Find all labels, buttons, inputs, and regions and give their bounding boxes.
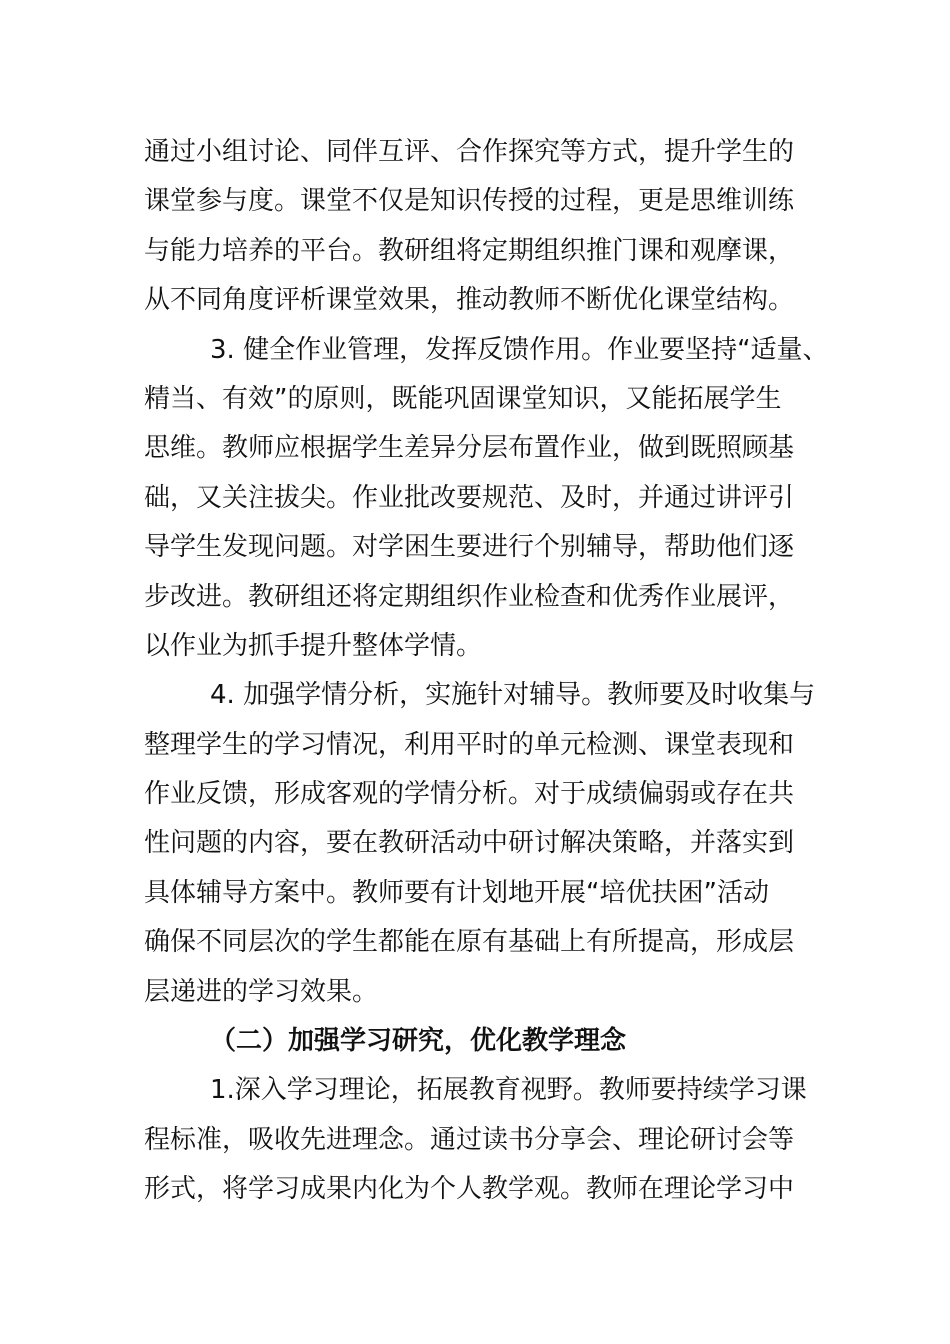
body-line: 精当、有效”的原则，既能巩固课堂知识，又能拓展学生: [144, 383, 782, 414]
body-line: 层递进的学习效果。: [144, 976, 379, 1007]
body-line: 程标准，吸收先进理念。通过读书分享会、理论研讨会等: [144, 1124, 795, 1155]
body-line: 与能力培养的平台。教研组将定期组织推门课和观摩课，: [144, 235, 795, 266]
body-line: 步改进。教研组还将定期组织作业检查和优秀作业展评，: [144, 581, 795, 612]
body-line: 通过小组讨论、同伴互评、合作探究等方式，提升学生的: [144, 137, 795, 167]
body-line: 思维。教师应根据学生差异分层布置作业，做到既照顾基: [144, 433, 795, 464]
body-line: 从不同角度评析课堂效果，推动教师不断优化课堂结构。: [144, 285, 795, 316]
body-line: 性问题的内容，要在教研活动中研讨解决策略，并落实到: [144, 828, 795, 859]
body-line: 课堂参与度。课堂不仅是知识传授的过程，更是思维训练: [144, 186, 795, 217]
section-heading: （二）加强学习研究，优化教学理念: [210, 1026, 627, 1057]
body-line: 导学生发现问题。对学困生要进行个别辅导，帮助他们逐: [144, 532, 795, 563]
body-line: 具体辅导方案中。教师要有计划地开展“培优扶困”活动: [144, 877, 769, 908]
body-line: 整理学生的学习情况，利用平时的单元检测、课堂表现和: [144, 729, 795, 760]
paragraph-1-start: 1.深入学习理论，拓展教育视野。教师要持续学习课: [210, 1075, 807, 1106]
body-line: 作业反馈，形成客观的学情分析。对于成绩偏弱或存在共: [144, 779, 795, 810]
body-line: 形式，将学习成果内化为个人教学观。教师在理论学习中: [144, 1174, 795, 1205]
body-line: 以作业为抓手提升整体学情。: [144, 630, 483, 661]
paragraph-3-start: 3. 健全作业管理，发挥反馈作用。作业要坚持“适量、: [210, 334, 829, 365]
paragraph-4-start: 4. 加强学情分析，实施针对辅导。教师要及时收集与: [210, 680, 816, 711]
body-line: 确保不同层次的学生都能在原有基础上有所提高，形成层: [144, 927, 795, 958]
body-line: 础，又关注拔尖。作业批改要规范、及时，并通过讲评引: [144, 482, 795, 513]
document-body: [144, 128, 829, 1215]
